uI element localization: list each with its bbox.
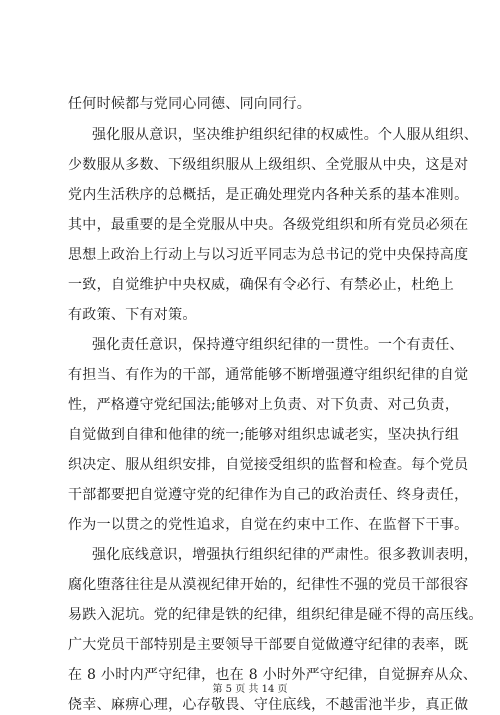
text-line: 其中，最重要的是全党服从中央。各级党组织和所有党员必须在 — [68, 217, 469, 233]
text-line: 任何时候都与党同心同德、同向同行。 — [68, 96, 312, 112]
paragraph-start-line: 强化底线意识，增强执行组织纪律的严肃性。很多教训表明， — [92, 547, 479, 563]
text-line: 广大党员干部特别是主要领导干部要自觉做遵守纪律的表率，既 — [68, 637, 469, 653]
text-line: 侥幸、麻痹心理，心存敬畏、守住底线，不越雷池半步，真正做 — [68, 697, 469, 713]
text-line: 织决定、服从组织安排，自觉接受组织的监督和检查。每个党员 — [68, 457, 469, 473]
text-line: 一致，自觉维护中央权威，确保有令必行、有禁必止，杜绝上 — [68, 277, 455, 293]
text-line: 有担当、有作为的干部，通常能够不断增强遵守组织纪律的自觉 — [68, 367, 469, 383]
text-line: 少数服从多数、下级组织服从上级组织、全党服从中央，这是对 — [68, 157, 469, 173]
paragraph-start-line: 强化服从意识，坚决维护组织纪律的权威性。个人服从组织、 — [92, 127, 479, 143]
page-number-footer: 第 5 页 共 14 页 — [212, 684, 288, 695]
text-line: 思想上政治上行动上与以习近平同志为总书记的党中央保持高度 — [68, 247, 469, 263]
text-line: 作为一以贯之的党性追求，自觉在约束中工作、在监督下干事。 — [68, 517, 469, 533]
text-line: 干部都要把自觉遵守党的纪律作为自己的政治责任、终身责任， — [68, 487, 469, 503]
text-line: 性，严格遵守党纪国法;能够对上负责、对下负责、对己负责， — [68, 397, 460, 413]
text-line: 自觉做到自律和他律的统一;能够对组织忠诚老实，坚决执行组 — [68, 427, 460, 443]
paragraph-start-line: 强化责任意识，保持遵守组织纪律的一贯性。一个有责任、 — [92, 337, 464, 353]
text-line: 党内生活秩序的总概括，是正确处理党内各种关系的基本准则。 — [68, 187, 469, 203]
text-line: 腐化堕落往往是从漠视纪律开始的，纪律性不强的党员干部很容 — [68, 577, 469, 593]
text-line: 有政策、下有对策。 — [68, 307, 197, 323]
text-line: 在 8 小时内严守纪律，也在 8 小时外严守纪律，自觉摒弃从众、 — [68, 667, 478, 683]
text-line: 易跌入泥坑。党的纪律是铁的纪律，组织纪律是碰不得的高压线。 — [68, 607, 483, 623]
